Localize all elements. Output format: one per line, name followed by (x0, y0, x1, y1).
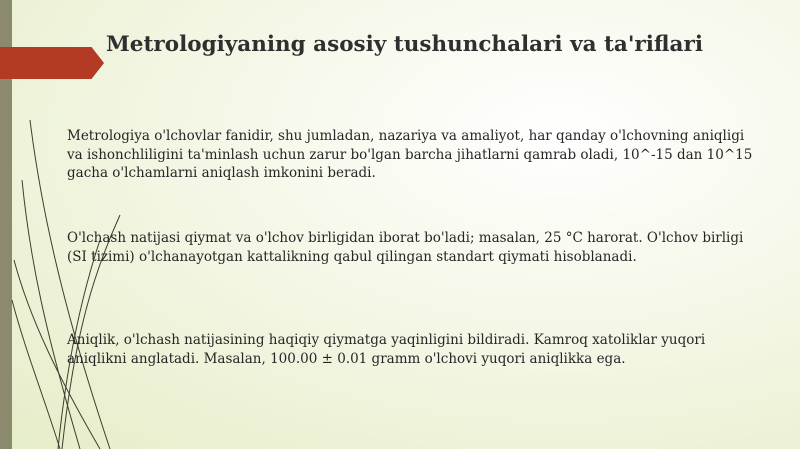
paragraph-measurement-result: O'lchash natijasi qiymat va o'lchov birligidan iborat bo'ladi; masalan, 25 °C harorat. O'lchov birligi (SI tizimi) o'lchanayotgan kattalikning qabul qilingan standart qiymati hisoblanadi. (67, 230, 744, 265)
decor-curve-2 (22, 180, 80, 449)
decor-curve-6 (12, 300, 60, 449)
paragraph-accuracy: Aniqlik, o'lchash natijasining haqiqiy qiymatga yaqinligini bildiradi. Kamroq xatoliklar yuqori aniqlikni anglatadi. Masalan, 100.00 ± 0.01 gramm o'lchovi yuqori aniqlikka ega. (67, 332, 706, 367)
decorative-curves (0, 0, 200, 449)
paragraph-metrology-definition: Metrologiya o'lchovlar fanidir, shu jumladan, nazariya va amaliyot, har qanday o'lchovning aniqligi va ishonchliligini ta'minlash uchun zarur bo'lgan barcha jihatlarni qamrab oladi, 10^-15 dan 10^15 gacha o'lchamlarni aniqlash imkonini beradi. (67, 128, 753, 181)
slide-title: Metrologiyaning asosiy tushunchalari va ta'riflari (106, 32, 703, 57)
